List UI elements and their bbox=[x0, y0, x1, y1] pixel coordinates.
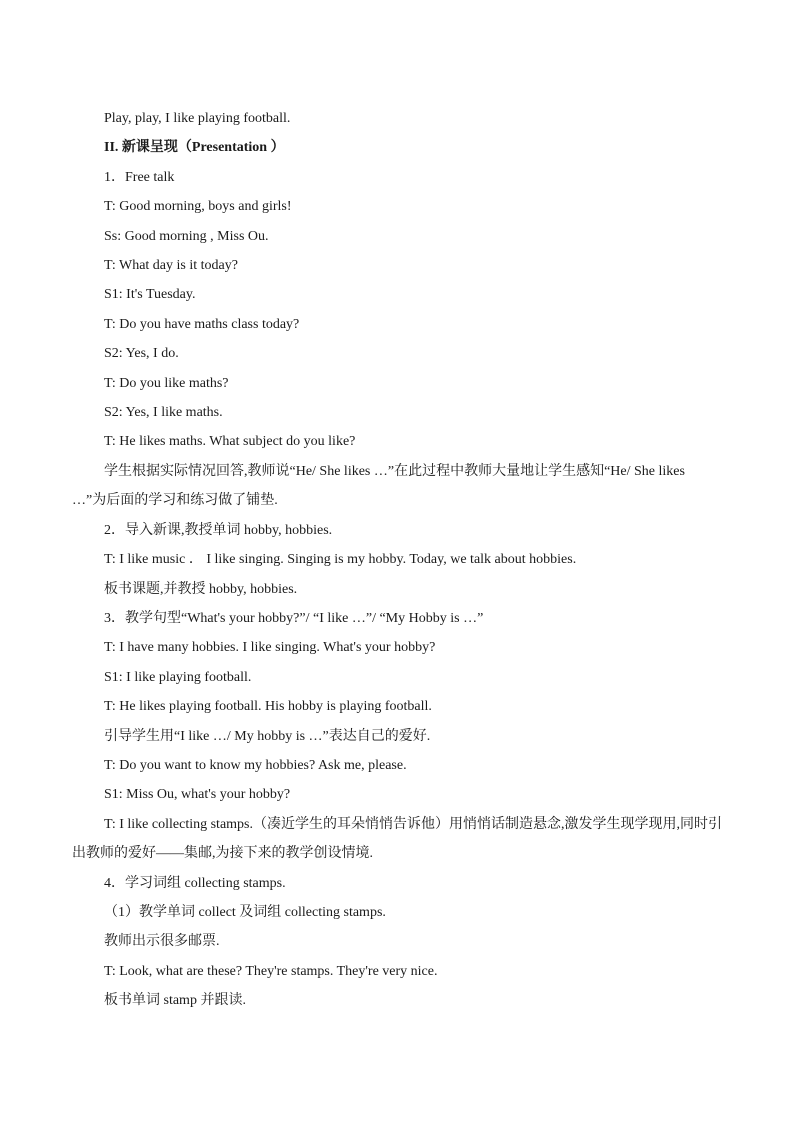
text-line: T: I like music ． I like singing. Singing is my hobby. Today, we talk about hobbies. bbox=[104, 552, 577, 568]
text-line: T: He likes playing football. His hobby is playing football. bbox=[104, 699, 432, 715]
text-line: T: Do you want to know my hobbies? Ask me, please. bbox=[104, 757, 407, 773]
text-line: S2: Yes, I do. bbox=[104, 346, 179, 362]
text-line: 板书课题,并教授 hobby, hobbies. bbox=[104, 581, 298, 597]
section-block-1 bbox=[72, 104, 722, 457]
text-line: 2．导入新课,教授单词 hobby, hobbies. bbox=[104, 522, 333, 538]
text-line: Play, play, I like playing football. bbox=[104, 111, 291, 126]
section-block-2 bbox=[72, 516, 722, 810]
text-line: 教师出示很多邮票. bbox=[104, 934, 220, 950]
section-block-3 bbox=[72, 869, 722, 1016]
text-line: T: Do you have maths class today? bbox=[104, 316, 300, 332]
text-line: S1: Miss Ou, what's your hobby? bbox=[104, 787, 291, 803]
text-line: 板书单词 stamp 并跟读. bbox=[104, 993, 246, 1009]
text-line: T: Look, what are these? They're stamps. They're very nice. bbox=[104, 963, 438, 979]
text-line: 1．Free talk bbox=[104, 169, 175, 185]
text-line: Ss: Good morning , Miss Ou. bbox=[104, 228, 269, 244]
text-line: S1: I like playing football. bbox=[104, 669, 252, 685]
teacher-note-paragraph-1: 学生根据实际情况回答,教师说“He/ She likes …”在此过程中教师大量地让学生感知“He/ She likes …”为后面的学习和练习做了铺垫. bbox=[72, 463, 685, 509]
text-line: 引导学生用“I like …/ My hobby is …”表达自己的爱好. bbox=[104, 728, 431, 744]
text-line: 3．教学句型“What's your hobby?”/ “I like …”/ “My Hobby is …” bbox=[104, 610, 484, 626]
text-line: （1）教学单词 collect 及词组 collecting stamps. bbox=[104, 904, 386, 920]
text-line: T: What day is it today? bbox=[104, 258, 238, 274]
text-line: S2: Yes, I like maths. bbox=[104, 405, 223, 421]
teacher-note-paragraph-2: T: I like collecting stamps.（凑近学生的耳朵悄悄告诉他）用悄悄话制造悬念,激发学生现学现用,同时引出教师的爱好——集邮,为接下来的教学创设情境. bbox=[72, 816, 722, 862]
text-line: T: I have many hobbies. I like singing. What's your hobby? bbox=[104, 640, 436, 656]
text-line: S1: It's Tuesday. bbox=[104, 287, 196, 303]
text-line: II. 新课呈现（Presentation ） bbox=[104, 140, 285, 156]
text-line: T: He likes maths. What subject do you like? bbox=[104, 434, 356, 450]
text-line: 4．学习词组 collecting stamps. bbox=[104, 875, 286, 891]
text-line: T: Do you like maths? bbox=[104, 375, 229, 391]
text-line: T: Good morning, boys and girls! bbox=[104, 199, 292, 215]
